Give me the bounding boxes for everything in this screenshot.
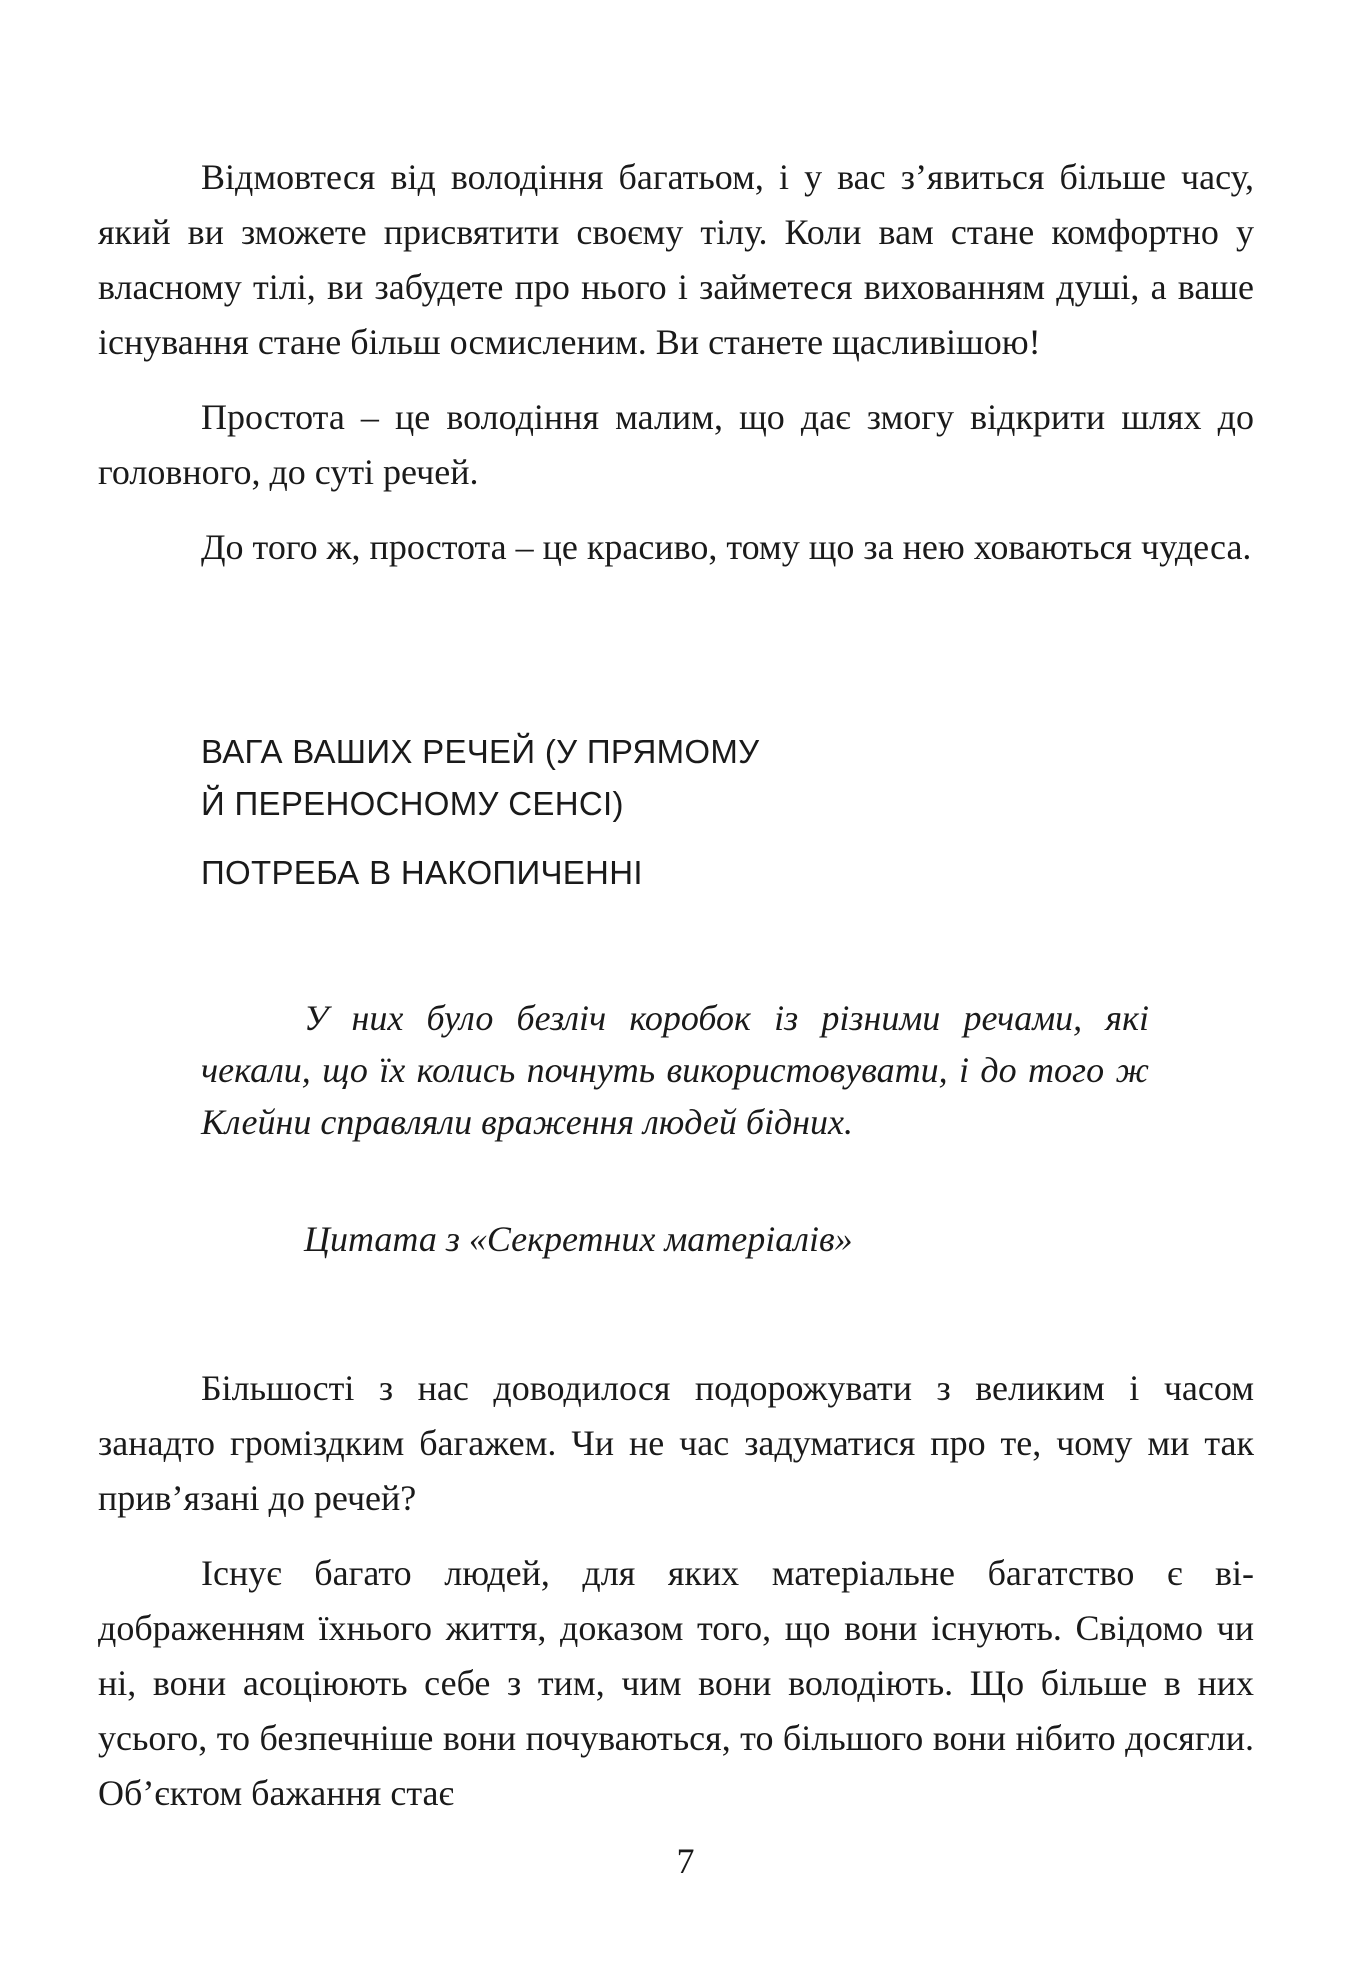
section-title-line-2: Й ПЕРЕНОСНОМУ СЕНСІ) [201, 785, 624, 822]
epigraph-attribution: Цитата з «Секретних матеріалів» [304, 1219, 853, 1259]
intro-paragraph-2: Простота – це володіння малим, що дає змогу відкрити шлях до головного, до суті речей. [98, 397, 1254, 492]
intro-paragraph-3: До того ж, простота – це красиво, тому що за нею ховаються чудеса. [201, 527, 1252, 567]
intro-paragraph-1: Відмовтеся від володіння багатьом, і у вас з’явиться більше часу, який ви зможете присвятити своєму тілу. Коли вам стане комфортно у власному тілі, ви забудете про нього і займетеся вихованням душі, а ваше існування стане більш осмисленим. Ви станете щасливішою! [98, 157, 1254, 362]
body-paragraph-1: Більшості з нас доводилося подорожувати з великим і часом занадто громіздким багажем. Чи не час задуматися про те, чому ми так прив’язані до речей? [98, 1368, 1254, 1518]
epigraph-quote [201, 992, 1149, 1148]
page-number: 7 [676, 1841, 695, 1881]
section-subtitle: ПОТРЕБА В НАКОПИЧЕННІ [201, 854, 643, 891]
body-paragraph-2: Існує багато людей, для яких матеріальне багатство є відображенням їхнього життя, доказом того, що вони існують. Свідомо чи ні, вони асоціюють себе з тим, чим вони володіють. Що більше в них усього, то безпечніше вони почуваються, то більшого вони нібито досягли. Об’єктом бажання стає [98, 1553, 1254, 1813]
section-title-line-1: ВАГА ВАШИХ РЕЧЕЙ (У ПРЯМОМУ [201, 733, 760, 770]
intro-text [98, 150, 1254, 575]
body-text [98, 1361, 1254, 1821]
epigraph-text: У них було безліч коробок із різними речами, які чекали, що їх колись почнуть використовувати, і до того ж Клейни справляли враження людей бідних. [201, 998, 1149, 1142]
